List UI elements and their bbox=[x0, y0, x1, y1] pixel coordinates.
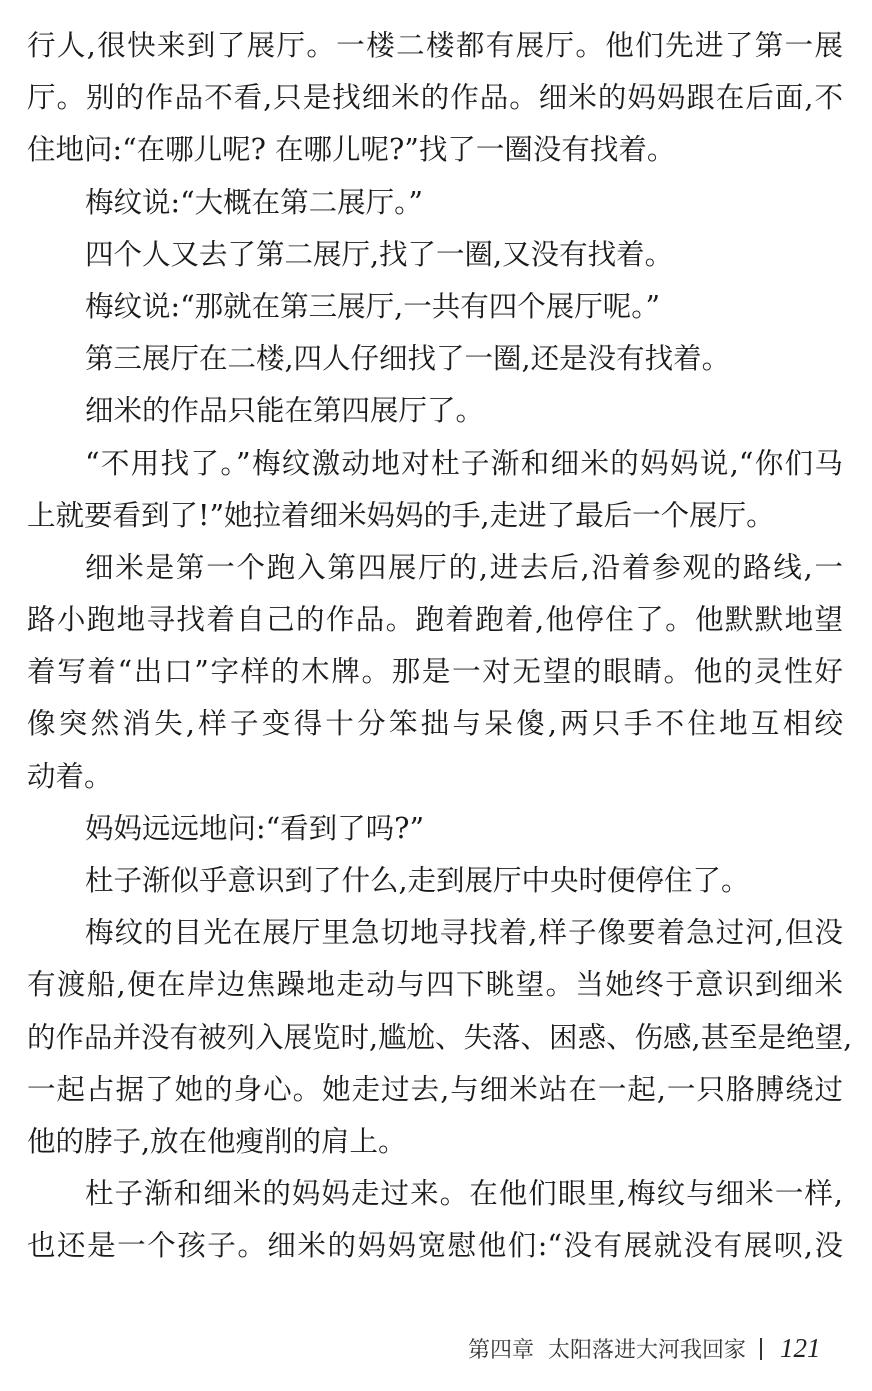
text-line: 动着。 bbox=[27, 759, 113, 793]
text-line: 妈妈远远地问:“看到了吗?” bbox=[85, 811, 425, 845]
text-line: 杜子渐和细米的妈妈走过来。在他们眼里,梅纹与细米一样, bbox=[85, 1177, 843, 1211]
running-footer bbox=[468, 1333, 821, 1364]
footer-divider bbox=[760, 1338, 762, 1360]
body-text bbox=[27, 22, 853, 1275]
text-line: 梅纹说:“大概在第二展厅。” bbox=[85, 185, 423, 219]
text-line: 他的脖子,放在他瘦削的肩上。 bbox=[27, 1124, 407, 1158]
text-line: 路小跑地寻找着自己的作品。跑着跑着,他停住了。他默默地望 bbox=[27, 603, 843, 637]
text-line: 像突然消失,样子变得十分笨拙与呆傻,两只手不住地互相绞 bbox=[27, 707, 843, 741]
text-line: 一起占据了她的身心。她走过去,与细米站在一起,一只胳膊绕过 bbox=[27, 1072, 843, 1106]
text-line: 细米是第一个跑入第四展厅的,进去后,沿着参观的路线,一 bbox=[85, 550, 843, 584]
text-line: 上就要看到了!”她拉着细米妈妈的手,走进了最后一个展厅。 bbox=[27, 498, 775, 532]
chapter-label: 第四章 bbox=[468, 1338, 535, 1363]
text-line: 行人,很快来到了展厅。一楼二楼都有展厅。他们先进了第一展 bbox=[27, 29, 843, 62]
text-line: 着写着“出口”字样的木牌。那是一对无望的眼睛。他的灵性好 bbox=[27, 655, 843, 689]
text-line: 细米的作品只能在第四展厅了。 bbox=[85, 394, 485, 428]
text-line: 也还是一个孩子。细米的妈妈宽慰他们:“没有展就没有展呗,没 bbox=[27, 1229, 843, 1263]
text-line: “不用找了。”梅纹激动地对杜子渐和细米的妈妈说,“你们马 bbox=[85, 446, 843, 480]
text-line: 梅纹说:“那就在第三展厅,一共有四个展厅呢。” bbox=[85, 289, 661, 323]
text-line: 四个人又去了第二展厅,找了一圈,又没有找着。 bbox=[85, 237, 674, 271]
text-line: 厅。别的作品不看,只是找细米的作品。细米的妈妈跟在后面,不 bbox=[27, 81, 843, 115]
text-line: 杜子渐似乎意识到了什么,走到展厅中央时便停住了。 bbox=[85, 864, 750, 897]
page-number: 121 bbox=[780, 1333, 821, 1363]
text-line: 有渡船,便在岸边焦躁地走动与四下眺望。当她终于意识到细米 bbox=[27, 968, 843, 1002]
text-line: 住地问:“在哪儿呢? 在哪儿呢?”找了一圈没有找着。 bbox=[27, 133, 676, 167]
text-line: 第三展厅在二楼,四人仔细找了一圈,还是没有找着。 bbox=[85, 342, 731, 376]
text-line: 的作品并没有被列入展览时,尴尬、失落、困惑、伤感,甚至是绝望, bbox=[27, 1020, 853, 1054]
text-line: 梅纹的目光在展厅里急切地寻找着,样子像要着急过河,但没 bbox=[85, 916, 843, 950]
chapter-title: 太阳落进大河我回家 bbox=[548, 1338, 747, 1363]
